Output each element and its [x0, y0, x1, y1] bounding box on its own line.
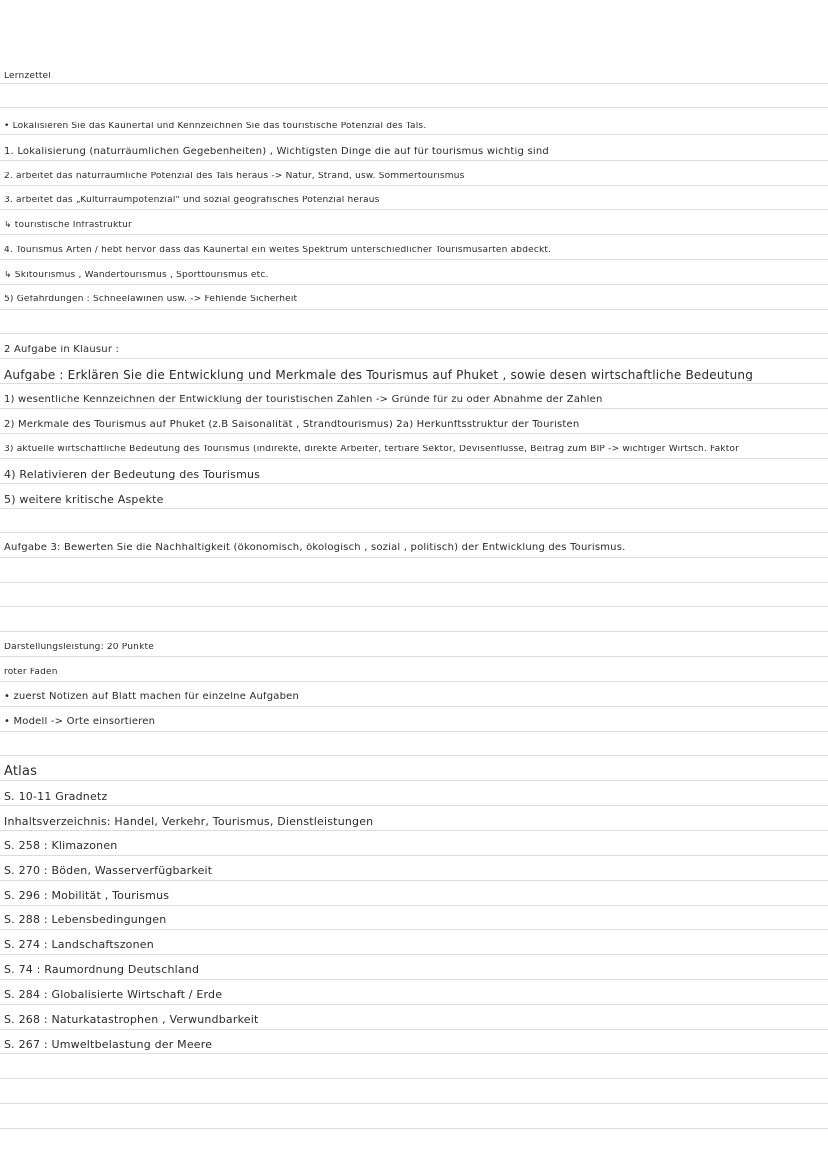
- ruled-line: [0, 358, 828, 359]
- note-line: 1) wesentliche Kennzeichnen der Entwicklung der touristischen Zahlen -> Gründe für zu oder Abnahme der Zahlen: [4, 395, 603, 405]
- ruled-line: [0, 508, 828, 509]
- ruled-line: [0, 1128, 828, 1129]
- ruled-line: [0, 681, 828, 682]
- ruled-line: [0, 557, 828, 558]
- atlas-entry: S. 270 : Böden, Wasserverfügbarkeit: [4, 865, 213, 876]
- task-heading: Aufgabe 3: Bewerten Sie die Nachhaltigkeit (ökonomisch, ökologisch , sozial , politisch) der Entwicklung des Tourismus.: [4, 543, 626, 553]
- note-line: 2. arbeitet das naturräumliche Potenzial des Tals heraus -> Natur, Strand, usw. Sommertourismus: [4, 172, 465, 181]
- atlas-entry: S. 288 : Lebensbedingungen: [4, 914, 167, 925]
- ruled-line: [0, 309, 828, 310]
- ruled-line: [0, 582, 828, 583]
- ruled-line: [0, 532, 828, 533]
- ruled-line: [0, 259, 828, 260]
- ruled-line: [0, 107, 828, 108]
- task-heading: Aufgabe : Erklären Sie die Entwicklung und Merkmale des Tourismus auf Phuket , sowie desen wirtschaftliche Bedeutung: [4, 369, 754, 381]
- ruled-line: [0, 483, 828, 484]
- note-line: 5) weitere kritische Aspekte: [4, 494, 164, 505]
- ruled-line: [0, 706, 828, 707]
- atlas-entry: Inhaltsverzeichnis: Handel, Verkehr, Tourismus, Dienstleistungen: [4, 816, 374, 827]
- ruled-line: [0, 209, 828, 210]
- ruled-line: [0, 780, 828, 781]
- ruled-line: [0, 284, 828, 285]
- ruled-line: [0, 160, 828, 161]
- atlas-entry: S. 274 : Landschaftszonen: [4, 939, 154, 950]
- atlas-entry: S. 296 : Mobilität , Tourismus: [4, 890, 170, 901]
- note-line: • Modell -> Orte einsortieren: [4, 717, 156, 727]
- ruled-line: [0, 631, 828, 632]
- note-line: 5) Gefährdungen : Schneelawinen usw. -> Fehlende Sicherheit: [4, 295, 298, 304]
- atlas-entry: S. 10-11 Gradnetz: [4, 791, 108, 802]
- ruled-line: [0, 880, 828, 881]
- section-heading: Atlas: [4, 765, 38, 778]
- note-line: ↳ Skitourismus , Wandertourismus , Sporttourismus etc.: [4, 271, 269, 280]
- ruled-line: [0, 433, 828, 434]
- ruled-line: [0, 755, 828, 756]
- ruled-line: [0, 929, 828, 930]
- ruled-line: [0, 1078, 828, 1079]
- ruled-line: [0, 656, 828, 657]
- ruled-line: [0, 855, 828, 856]
- atlas-entry: S. 284 : Globalisierte Wirtschaft / Erde: [4, 989, 223, 1000]
- ruled-line: [0, 234, 828, 235]
- note-line: 3. arbeitet das „Kulturraumpotenzial" und sozial geografisches Potenzial heraus: [4, 196, 380, 205]
- ruled-line: [0, 408, 828, 409]
- note-line: Darstellungsleistung: 20 Punkte: [4, 643, 154, 652]
- note-line: 2 Aufgabe in Klausur :: [4, 345, 120, 355]
- ruled-line: [0, 606, 828, 607]
- note-line: ↳ touristische Infrastruktur: [4, 221, 132, 230]
- atlas-entry: S. 267 : Umweltbelastung der Meere: [4, 1039, 213, 1050]
- note-line: • zuerst Notizen auf Blatt machen für einzelne Aufgaben: [4, 692, 300, 702]
- note-line: 2) Merkmale des Tourismus auf Phuket (z.B Saisonalität , Strandtourismus) 2a) Herkunftsstruktur der Touristen: [4, 420, 580, 430]
- ruled-line: [0, 731, 828, 732]
- page-title: Lernzettel: [4, 72, 51, 81]
- atlas-entry: S. 74 : Raumordnung Deutschland: [4, 964, 200, 975]
- ruled-line: [0, 458, 828, 459]
- ruled-line: [0, 979, 828, 980]
- ruled-line: [0, 954, 828, 955]
- note-line: 4. Tourismus Arten / hebt hervor dass das Kaunertal ein weites Spektrum unterschiedlicher Tourismusarten abdeckt.: [4, 246, 552, 255]
- note-line: • Lokalisieren Sie das Kaunertal und Kennzeichnen Sie das touristische Potenzial des Tals.: [4, 122, 427, 131]
- atlas-entry: S. 258 : Klimazonen: [4, 840, 118, 851]
- ruled-line: [0, 830, 828, 831]
- note-line: 4) Relativieren der Bedeutung des Tourismus: [4, 469, 261, 480]
- ruled-line: [0, 1029, 828, 1030]
- ruled-line: [0, 805, 828, 806]
- ruled-line: [0, 1053, 828, 1054]
- ruled-line: [0, 134, 828, 135]
- note-line: roter Faden: [4, 668, 58, 677]
- note-line: 1. Lokalisierung (naturräumlichen Gegebenheiten) , Wichtigsten Dinge die auf für tourismus wichtig sind: [4, 147, 549, 157]
- ruled-line: [0, 1004, 828, 1005]
- ruled-line: [0, 83, 828, 84]
- ruled-line: [0, 333, 828, 334]
- atlas-entry: S. 268 : Naturkatastrophen , Verwundbarkeit: [4, 1014, 259, 1025]
- ruled-line: [0, 383, 828, 384]
- note-line: 3) aktuelle wirtschaftliche Bedeutung des Tourismus (indirekte, direkte Arbeiter, tertiäre Sektor, Devisenflüsse, Beitrag zum BIP -> wichtiger Wirtsch. Faktor: [4, 445, 740, 454]
- ruled-line: [0, 185, 828, 186]
- ruled-line: [0, 905, 828, 906]
- ruled-line: [0, 1103, 828, 1104]
